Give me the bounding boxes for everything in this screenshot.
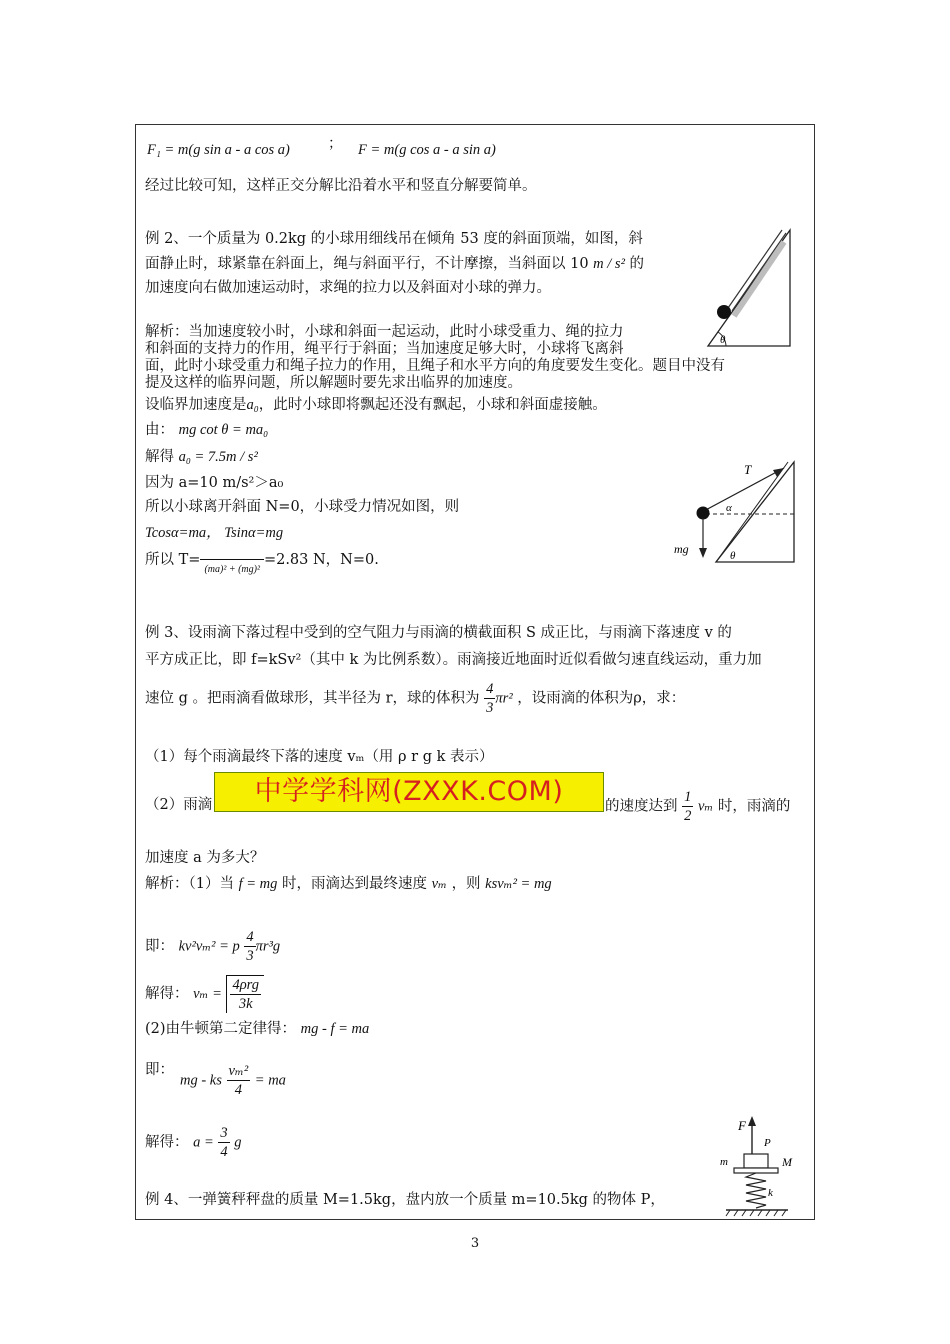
object-p-box [744, 1154, 768, 1168]
ji-eq-a: kv²vₘ² = p [178, 938, 240, 955]
vol-den: 3 [486, 700, 494, 716]
ex2-sol1: 解析：当加速度较小时，小球和斜面一起运动，此时小球受重力、绳的拉力 [145, 324, 624, 340]
half-num: 1 [684, 789, 692, 805]
sol1-vm: vₘ [431, 876, 447, 892]
ex2-accel-unit: m / s² [593, 256, 625, 272]
so-t-radical: (ma)² + (mg)² [200, 559, 264, 580]
ji2-fraction [227, 1062, 251, 1099]
fig1-theta: θ [720, 334, 726, 346]
watermark-banner: 中学学科网(ZXXK.COM) [214, 772, 604, 812]
ex3-jd [145, 975, 264, 1013]
scale-pan [734, 1168, 778, 1173]
force-diagram-figure [672, 458, 800, 570]
fig2-alpha: α [726, 502, 732, 514]
spring-icon [746, 1173, 766, 1208]
from-equation: mg cot θ = ma₀ [178, 422, 269, 438]
ex2-so-line: 所以小球离开斜面 N=0，小球受力情况如图，则 [145, 499, 460, 515]
incline-shade [734, 242, 784, 316]
ex2-sol4: 提及这样的临界问题，所以解题时要先求出临界的加速度。 [145, 375, 522, 391]
formula-f1: F₁ = m(g sin a - a cos a) [147, 142, 290, 158]
incline-figure-1 [698, 226, 810, 350]
ex3-line2: 平方成正比，即 f=kSv²（其中 k 为比例系数）。雨滴接近地面时近似看做匀速直线运动，重力加 [145, 652, 762, 668]
ex2-from [145, 420, 268, 440]
ex2-so-t [145, 550, 379, 575]
ex3-q2-start: （2）雨滴 [145, 797, 213, 813]
ball2-icon [697, 507, 710, 520]
ball-icon [717, 305, 731, 319]
ex3-jd2 [145, 1124, 242, 1161]
solve-equation: a₀ = 7.5m / s² [178, 449, 258, 465]
jd-radical [226, 975, 264, 1013]
ex3-ji [145, 928, 280, 965]
so-t-a: 所以 T= [145, 552, 201, 568]
jd2-fraction [218, 1124, 229, 1161]
newton-label: (2)由牛顿第二定律得： [145, 1021, 297, 1037]
jd2-a: a = [193, 1134, 214, 1151]
crit-text-b: ，此时小球即将飘起还没有飘起，小球和斜面虚接触。 [258, 397, 607, 413]
ex2-because: 因为 a=10 m/s²＞a₀ [145, 475, 284, 491]
fig-P: P [764, 1137, 771, 1149]
jd2-num: 3 [220, 1125, 228, 1141]
volume-fraction [484, 680, 495, 717]
ex3-ji2 [180, 1062, 286, 1099]
q2b: 的速度达到 [605, 798, 678, 815]
ji-num: 4 [246, 929, 254, 945]
sol1-eq2: ksvₘ² = mg [485, 876, 552, 892]
fig-F: F [738, 1118, 746, 1133]
sol1b: 时，雨滴达到最终速度 [282, 876, 427, 892]
ji-fraction [244, 928, 255, 965]
crit-text-a: 设临界加速度是 [145, 397, 247, 413]
ex3-q2-cont: 加速度 a 为多大？ [145, 850, 265, 866]
ji2-b: = ma [254, 1072, 286, 1089]
ex2-line2 [145, 254, 644, 274]
jd2-b: g [234, 1134, 242, 1151]
ex3-line3b: ，设雨滴的体积为ρ，求： [517, 690, 686, 707]
fig2-theta: θ [730, 550, 736, 562]
q2-vm: vₘ [697, 798, 714, 815]
ex2-line2b: 的 [629, 256, 645, 272]
ji-label: 即： [145, 938, 174, 955]
so-t-b: =2.83 N，N=0. [263, 552, 379, 568]
fig-k: k [768, 1187, 773, 1199]
jd-label: 解得： [145, 986, 189, 1002]
ji2-num: vₘ² [228, 1063, 249, 1079]
rope-line-a [728, 230, 782, 308]
compare-paragraph: 经过比较可知，这样正交分解比沿着水平和竖直分解要简单。 [145, 178, 537, 194]
formula-separator: ； [328, 136, 343, 152]
jd2-den: 4 [220, 1144, 228, 1160]
fig-M: M [782, 1155, 792, 1169]
ex3-newton [145, 1019, 369, 1039]
ex2-sol3: 面，此时小球受重力和绳子拉力的作用，且绳子和水平方向的角度要发生变化。题目中没有 [145, 358, 725, 374]
sol1c: ，则 [451, 876, 481, 892]
page-number: 3 [470, 1236, 480, 1251]
ji-den: 3 [246, 948, 254, 964]
vol-num: 4 [486, 681, 494, 697]
rope-line-b [732, 233, 786, 311]
ground-hatch [726, 1210, 786, 1216]
fig2-mg: mg [674, 542, 689, 556]
from-label: 由： [145, 422, 174, 438]
sol1-eq: f = mg [238, 876, 278, 892]
force-arrow-head [748, 1116, 756, 1126]
ex3-line3a: 速位 g 。把雨滴看做球形，其半径为 r，球的体积为 [145, 690, 480, 707]
fig2-T: T [744, 462, 752, 477]
jd-num: 4ρrg [232, 977, 260, 993]
half-den: 2 [684, 808, 692, 824]
half-fraction [682, 788, 693, 825]
ex3-q1: （1）每个雨滴最终下落的速度 vₘ（用 ρ r g k 表示） [145, 749, 494, 765]
jd-lhs: vₘ = [193, 986, 222, 1002]
spring-scale-figure [716, 1114, 808, 1218]
solve-label: 解得 [145, 449, 174, 465]
ex2-line3: 加速度向右做加速运动时，求绳的拉力以及斜面对小球的弹力。 [145, 280, 551, 296]
gravity-arrow-head [699, 548, 707, 558]
ex2-sol2: 和斜面的支持力的作用，绳平行于斜面；当加速度足够大时，小球将飞离斜 [145, 341, 624, 357]
newton-eq: mg - f = ma [300, 1021, 370, 1037]
ex3-sol1 [145, 874, 552, 894]
ji-eq-b: πr³g [255, 938, 281, 955]
ex2-critical [145, 395, 607, 415]
ex4-line1: 例 4、一弹簧秤秤盘的质量 M=1.5kg，盘内放一个质量 m=10.5kg 的物体 P， [145, 1192, 665, 1208]
formula-f: F = m(g cos a - a sin a) [358, 142, 496, 158]
ex2-solve [145, 447, 258, 467]
fig-m: m [720, 1156, 728, 1168]
ex2-line1: 例 2、一个质量为 0.2kg 的小球用细线吊在倾角 53 度的斜面顶端，如图，斜 [145, 231, 643, 247]
jd-fraction [230, 976, 261, 1013]
jd-den: 3k [238, 996, 253, 1012]
crit-a0: a₀ [246, 397, 259, 413]
ex3-line1: 例 3、设雨滴下落过程中受到的空气阻力与雨滴的横截面积 S 成正比，与雨滴下落速度 v 的 [145, 625, 732, 641]
q2c: 时，雨滴的 [717, 798, 791, 815]
sol1a: 解析：（1）当 [145, 876, 234, 892]
ex3-ji2-label: 即： [145, 1062, 174, 1078]
jd2-label: 解得： [145, 1134, 189, 1151]
ji2-a: mg - ks [180, 1072, 222, 1089]
ex2-line2a: 面静止时，球紧靠在斜面上，绳与斜面平行，不计摩擦，当斜面以 10 [145, 256, 589, 272]
ex3-line3 [145, 680, 685, 717]
ex3-q2-end [605, 788, 790, 825]
ex2-eqs: Tcosα=ma， Tsinα=mg [145, 525, 284, 541]
vol-tail: πr² [495, 690, 513, 707]
ji2-den: 4 [234, 1082, 242, 1098]
